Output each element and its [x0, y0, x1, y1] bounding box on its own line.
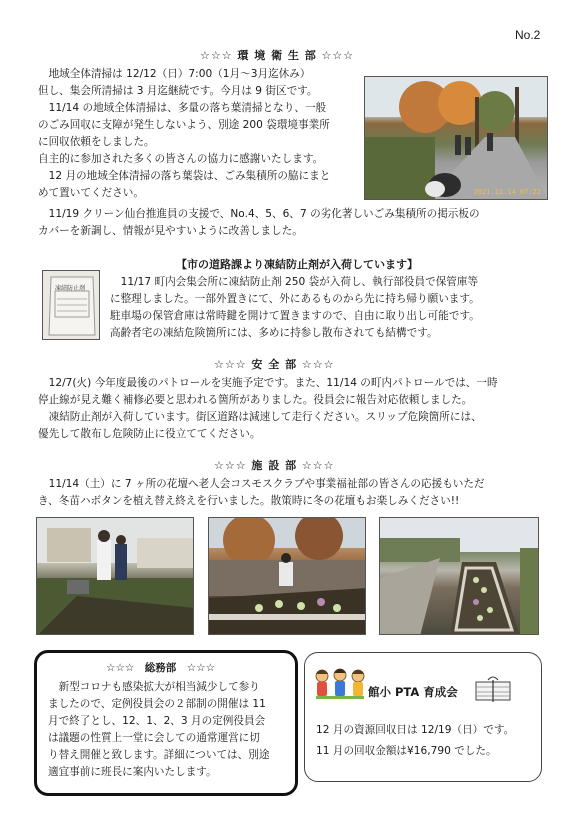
antifreeze-bag-photo	[42, 270, 100, 340]
safety-line: 優先して散布し危険防止に役立ててください。	[38, 428, 261, 440]
safety-line: 停止線が見え難く補修必要と思われる箇所がありました。役員会に報告対応依頼しました。	[38, 394, 473, 406]
general-affairs-line: 月で終了とし、12、1、2、3 月の定例役員会	[48, 715, 266, 727]
antifreeze-line: に整理しました。一部外置きにて、外にあるものから先に持ち帰り願います。	[110, 293, 480, 305]
general-affairs-line: ましたので、定例役員会の２部制の開催は 11	[48, 698, 266, 710]
safety-line: 凍結防止剤が入荷しています。街区道路は減速して走行ください。スリップ危険箇所には、	[38, 411, 482, 423]
flowerbed-photo-2	[208, 517, 366, 635]
antifreeze-line: 高齢者宅の凍結危険箇所には、多めに持参し散布されても結構です。	[110, 327, 438, 339]
environment-line: 地域全体清掃は 12/12（日）7:00（1月～3月迄休み）	[38, 68, 311, 80]
page-number: No.2	[515, 28, 541, 42]
flowerbed-photo-1	[36, 517, 194, 635]
environment-line: めて置いてください。	[38, 187, 144, 199]
bag-label: 凍結防止剤	[55, 285, 86, 292]
facilities-line: 11/14（土）に 7 ヶ所の花壇へ老人会コスモスクラブや事業福祉部の皆さんの応援もいただ	[38, 478, 485, 490]
cleanup-street-photo	[364, 76, 548, 200]
facilities-heading: ☆☆☆ 施 設 部 ☆☆☆	[214, 459, 335, 472]
general-affairs-line: 新型コロナも感染拡大が相当減少して参り	[48, 681, 260, 693]
recycling-bundle-icon	[472, 674, 516, 704]
pta-line: 11 月の回収金額は¥16,790 でした。	[316, 745, 497, 757]
environment-heading: ☆☆☆ 環 境 衛 生 部 ☆☆☆	[200, 49, 355, 62]
flowerbed-photo-3	[379, 517, 539, 635]
environment-line: 自主的に参加された多くの皆さんの協力に感謝いたします。	[38, 153, 324, 165]
general-affairs-line: は議題の性質上一堂に会しての通常運営に切	[48, 732, 260, 744]
general-affairs-heading: ☆☆☆ 総務部 ☆☆☆	[106, 662, 215, 674]
environment-line: 12 月の地域全体清掃の落ち葉袋は、ごみ集積所の脇にまと	[38, 170, 331, 182]
environment-line: のごみ回収に支障が発生しないよう、別途 200 袋環境事業所	[38, 119, 330, 131]
general-affairs-line: り替え開催と致します。詳細については、別途	[48, 749, 270, 761]
photo-timestamp: 2021.11.14 07:22	[473, 188, 541, 196]
environment-line: に回収依頼をしました。	[38, 136, 155, 148]
pta-line: 12 月の資源回収日は 12/19（日）です。	[316, 724, 515, 736]
antifreeze-heading: 【市の道路課より凍結防止剤が入荷しています】	[176, 258, 418, 271]
facilities-line: き、冬苗ハボタンを植え替え終えを行いました。散策時に冬の花壇もお楽しみください!!	[38, 495, 460, 507]
antifreeze-line: 11/17 町内会集会所に凍結防止剤 250 袋が入荷し、執行部役員で保管庫等	[110, 276, 479, 288]
general-affairs-line: 適宜事前に班長に案内いたします。	[48, 766, 217, 778]
safety-line: 12/7(火) 今年度最後のパトロールを実施予定です。また、11/14 の町内パトロールでは、一時	[38, 377, 498, 389]
environment-line: カバーを新調し、情報が見やすいように改善しました。	[38, 225, 303, 237]
pta-title: 館小 PTA 育成会	[368, 685, 458, 699]
antifreeze-line: 駐車場の保管倉庫は常時鍵を開けて置きますので、自由に取り出し可能です。	[110, 310, 480, 322]
children-illustration-icon	[312, 664, 368, 704]
environment-line: 但し、集会所清掃は 3 月迄継続です。今月は 9 街区です。	[38, 85, 318, 97]
environment-line: 11/14 の地域全体清掃は、多量の落ち葉清掃となり、一般	[38, 102, 327, 114]
environment-line: 11/19 クリーン仙台推進員の支援で、No.4、5、6、7 の劣化著しいごみ集積所の掲示板の	[38, 208, 480, 220]
safety-heading: ☆☆☆ 安 全 部 ☆☆☆	[214, 358, 335, 371]
